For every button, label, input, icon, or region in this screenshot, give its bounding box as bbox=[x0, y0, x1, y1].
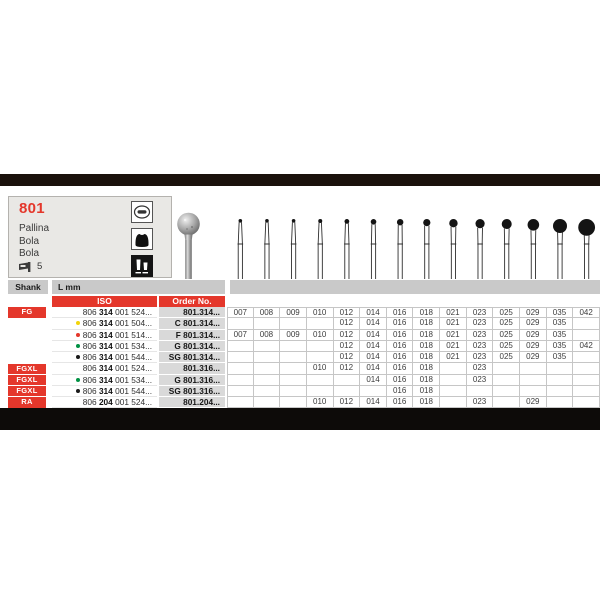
size-cell bbox=[440, 397, 467, 408]
iso-number-cell: 806 314 001 524... bbox=[52, 307, 157, 318]
size-cell bbox=[254, 352, 281, 363]
size-cell: 029 bbox=[520, 352, 547, 363]
iso-number-cell: 806 314 001 534... bbox=[52, 375, 157, 386]
catalog-table bbox=[0, 307, 600, 409]
size-cell: 025 bbox=[493, 330, 520, 341]
size-cell bbox=[254, 375, 281, 386]
size-cell: 010 bbox=[307, 397, 334, 408]
bur-ball-head bbox=[292, 219, 296, 223]
size-cell bbox=[227, 386, 254, 397]
size-cell: 035 bbox=[547, 307, 574, 318]
bur-illustration bbox=[578, 219, 595, 279]
size-cell bbox=[573, 363, 600, 374]
size-cell bbox=[547, 363, 574, 374]
size-cell bbox=[573, 318, 600, 329]
bur-ball-head bbox=[265, 219, 269, 223]
size-cell: 008 bbox=[254, 307, 281, 318]
bur-illustration bbox=[317, 219, 323, 279]
size-cell bbox=[280, 352, 307, 363]
order-no-cell: SG 801.316... bbox=[159, 386, 225, 397]
size-cell: 018 bbox=[413, 386, 440, 397]
size-cell bbox=[520, 375, 547, 386]
size-cell bbox=[547, 386, 574, 397]
size-cell: 007 bbox=[227, 307, 254, 318]
size-cell: 023 bbox=[467, 307, 494, 318]
bur-illustration bbox=[291, 219, 297, 279]
size-cell: 012 bbox=[334, 397, 361, 408]
size-cell bbox=[307, 386, 334, 397]
size-cell: 014 bbox=[360, 318, 387, 329]
size-columns-header-band bbox=[230, 280, 600, 294]
size-cell bbox=[573, 386, 600, 397]
size-cell bbox=[467, 386, 494, 397]
size-cell: 014 bbox=[360, 363, 387, 374]
size-cell bbox=[440, 386, 467, 397]
shank-badge: FGXL bbox=[8, 364, 46, 374]
bur-illustration bbox=[371, 219, 377, 279]
size-cell: 014 bbox=[360, 352, 387, 363]
bur-ball-head bbox=[397, 219, 403, 225]
bur-illustration bbox=[423, 219, 430, 279]
bur-ball-head bbox=[423, 219, 430, 226]
size-cell bbox=[573, 330, 600, 341]
bur-ball-head bbox=[475, 219, 484, 228]
iso-number-cell: 806 314 001 544... bbox=[52, 386, 157, 397]
size-cell: 016 bbox=[387, 363, 414, 374]
bur-shank bbox=[504, 229, 510, 280]
size-cell bbox=[493, 375, 520, 386]
product-name-it: Pallina bbox=[19, 223, 50, 234]
size-cell: 016 bbox=[387, 375, 414, 386]
iso-number-cell: 806 314 001 534... bbox=[52, 341, 157, 352]
size-cell bbox=[493, 363, 520, 374]
bur-illustrations bbox=[0, 211, 600, 280]
size-cell: 025 bbox=[493, 352, 520, 363]
size-cell: 023 bbox=[467, 352, 494, 363]
size-cell bbox=[280, 363, 307, 374]
bur-illustration bbox=[344, 219, 350, 279]
size-cell bbox=[573, 352, 600, 363]
size-cell: 012 bbox=[334, 341, 361, 352]
size-cell: 042 bbox=[573, 307, 600, 318]
size-cell bbox=[440, 375, 467, 386]
size-cell: 025 bbox=[493, 341, 520, 352]
bur-shank bbox=[291, 222, 297, 279]
size-cell: 016 bbox=[387, 330, 414, 341]
grit-dot-yellow bbox=[76, 321, 80, 325]
bur-illustration bbox=[449, 219, 457, 279]
bur-illustration bbox=[475, 219, 484, 279]
size-cell bbox=[227, 352, 254, 363]
size-cell bbox=[547, 375, 574, 386]
size-cell: 012 bbox=[334, 307, 361, 318]
product-name-es: Bola bbox=[19, 235, 40, 247]
order-no-cell: G 801.314... bbox=[159, 341, 225, 352]
size-cell: 021 bbox=[440, 352, 467, 363]
shank-badge: FGXL bbox=[8, 375, 46, 385]
bur-shank bbox=[477, 228, 483, 279]
size-cell: 014 bbox=[360, 375, 387, 386]
size-cell: 016 bbox=[387, 341, 414, 352]
top-divider-bar bbox=[0, 174, 600, 186]
bur-ball-head bbox=[449, 219, 457, 227]
length-column-header: L mm bbox=[52, 280, 225, 294]
size-cell bbox=[360, 386, 387, 397]
size-cell: 016 bbox=[387, 318, 414, 329]
order-no-cell: SG 801.314... bbox=[159, 352, 225, 363]
size-cell: 010 bbox=[307, 330, 334, 341]
iso-number-cell: 806 204 001 524... bbox=[52, 397, 157, 408]
size-cell: 023 bbox=[467, 330, 494, 341]
size-cell bbox=[493, 386, 520, 397]
size-cell bbox=[334, 375, 361, 386]
size-cell: 018 bbox=[413, 363, 440, 374]
size-cell bbox=[520, 363, 547, 374]
size-cell bbox=[493, 397, 520, 408]
size-cell: 016 bbox=[387, 352, 414, 363]
bur-shank bbox=[424, 226, 430, 279]
bur-shank bbox=[557, 233, 563, 280]
bur-ball-head bbox=[318, 219, 322, 223]
size-cell: 021 bbox=[440, 307, 467, 318]
grit-dot-black bbox=[76, 389, 80, 393]
shank-badge: RA bbox=[8, 397, 46, 407]
grit-dot-black bbox=[76, 355, 80, 359]
shank-column-header: Shank bbox=[8, 280, 48, 294]
size-cell: 018 bbox=[413, 307, 440, 318]
grit-dot-green bbox=[76, 378, 80, 382]
size-cell bbox=[227, 318, 254, 329]
size-cell: 023 bbox=[467, 341, 494, 352]
size-cell bbox=[254, 341, 281, 352]
size-cell: 009 bbox=[280, 307, 307, 318]
size-cell bbox=[280, 341, 307, 352]
size-cell: 025 bbox=[493, 307, 520, 318]
bur-illustration bbox=[264, 219, 270, 279]
bur-ball-head bbox=[553, 219, 567, 233]
size-cell: 009 bbox=[280, 330, 307, 341]
size-cell: 023 bbox=[467, 397, 494, 408]
iso-column-header: ISO bbox=[52, 296, 157, 307]
bur-illustration bbox=[553, 219, 567, 279]
size-cell bbox=[254, 397, 281, 408]
bur-shank bbox=[451, 227, 457, 279]
size-cell: 029 bbox=[520, 307, 547, 318]
size-cell bbox=[520, 386, 547, 397]
grit-dot-green bbox=[76, 344, 80, 348]
size-cell: 012 bbox=[334, 363, 361, 374]
size-cell: 012 bbox=[334, 330, 361, 341]
size-cell bbox=[440, 363, 467, 374]
size-cell: 023 bbox=[467, 318, 494, 329]
order-no-cell: G 801.316... bbox=[159, 375, 225, 386]
bur-ball-head bbox=[239, 219, 243, 223]
bur-shank bbox=[317, 223, 323, 280]
size-cell: 014 bbox=[360, 397, 387, 408]
grit-dot-red bbox=[76, 333, 80, 337]
size-cell: 016 bbox=[387, 397, 414, 408]
size-cell: 023 bbox=[467, 363, 494, 374]
bur-shank bbox=[344, 223, 350, 279]
size-cell: 021 bbox=[440, 318, 467, 329]
size-cell: 012 bbox=[334, 318, 361, 329]
bur-ball-head bbox=[528, 219, 540, 231]
size-cell: 008 bbox=[254, 330, 281, 341]
size-cell bbox=[227, 363, 254, 374]
bur-shank bbox=[371, 224, 377, 279]
size-cell: 016 bbox=[387, 307, 414, 318]
bottom-divider-bar bbox=[0, 408, 600, 430]
bur-illustration bbox=[528, 219, 540, 279]
iso-number-cell: 806 314 001 504... bbox=[52, 318, 157, 329]
size-cell bbox=[227, 341, 254, 352]
size-cell: 035 bbox=[547, 341, 574, 352]
bur-ball-head bbox=[371, 219, 377, 225]
iso-number-cell: 806 314 001 514... bbox=[52, 330, 157, 341]
size-cell bbox=[280, 386, 307, 397]
size-cell: 035 bbox=[547, 352, 574, 363]
size-cell bbox=[307, 341, 334, 352]
bur-shank bbox=[238, 222, 244, 279]
iso-number-cell: 806 314 001 544... bbox=[52, 352, 157, 363]
size-cell: 010 bbox=[307, 363, 334, 374]
size-cell bbox=[307, 352, 334, 363]
size-cell: 018 bbox=[413, 375, 440, 386]
shank-badge: FG bbox=[8, 307, 46, 317]
product-name-pt: Bola bbox=[19, 248, 40, 259]
size-cell: 021 bbox=[440, 341, 467, 352]
order-no-cell: 801.204... bbox=[159, 397, 225, 408]
size-cell bbox=[573, 375, 600, 386]
bur-ball-head bbox=[502, 219, 512, 229]
size-cell: 029 bbox=[520, 397, 547, 408]
size-cell: 007 bbox=[227, 330, 254, 341]
size-cell: 010 bbox=[307, 307, 334, 318]
order-no-cell: C 801.314... bbox=[159, 318, 225, 329]
size-cell bbox=[280, 397, 307, 408]
size-cell: 018 bbox=[413, 318, 440, 329]
order-no-cell: F 801.314... bbox=[159, 330, 225, 341]
bur-illustration bbox=[238, 219, 244, 279]
shank-badge: FGXL bbox=[8, 386, 46, 396]
size-cell bbox=[573, 397, 600, 408]
size-cell bbox=[254, 318, 281, 329]
size-cell: 035 bbox=[547, 330, 574, 341]
size-cell bbox=[334, 386, 361, 397]
size-cell: 016 bbox=[387, 386, 414, 397]
size-cell: 018 bbox=[413, 352, 440, 363]
size-cell: 014 bbox=[360, 330, 387, 341]
bur-shank bbox=[397, 225, 403, 279]
bur-shank bbox=[584, 235, 590, 279]
size-cell: 023 bbox=[467, 375, 494, 386]
size-cell bbox=[227, 375, 254, 386]
size-cell bbox=[227, 397, 254, 408]
size-cell: 018 bbox=[413, 341, 440, 352]
size-cell bbox=[307, 375, 334, 386]
bur-ball-head bbox=[578, 219, 595, 236]
order-no-cell: 801.314... bbox=[159, 307, 225, 318]
size-cell bbox=[280, 318, 307, 329]
size-cell bbox=[307, 318, 334, 329]
size-cell: 029 bbox=[520, 341, 547, 352]
size-cell: 042 bbox=[573, 341, 600, 352]
order-no-column-header: Order No. bbox=[159, 296, 225, 307]
size-cell: 018 bbox=[413, 330, 440, 341]
size-cell: 035 bbox=[547, 318, 574, 329]
bur-illustration bbox=[502, 219, 512, 279]
product-number: 801 bbox=[19, 200, 45, 217]
size-cell: 029 bbox=[520, 318, 547, 329]
size-cell bbox=[547, 397, 574, 408]
bur-ball-head bbox=[344, 219, 349, 224]
iso-number-cell: 806 314 001 524... bbox=[52, 363, 157, 374]
size-cell: 025 bbox=[493, 318, 520, 329]
size-cell: 014 bbox=[360, 307, 387, 318]
size-cell: 021 bbox=[440, 330, 467, 341]
size-cell: 018 bbox=[413, 397, 440, 408]
size-cell bbox=[254, 386, 281, 397]
order-no-cell: 801.316... bbox=[159, 363, 225, 374]
size-cell: 029 bbox=[520, 330, 547, 341]
size-cell: 014 bbox=[360, 341, 387, 352]
bur-shank bbox=[264, 222, 270, 279]
bur-illustration bbox=[397, 219, 403, 279]
size-cell: 012 bbox=[334, 352, 361, 363]
size-cell bbox=[254, 363, 281, 374]
bur-shank bbox=[531, 230, 537, 279]
size-cell bbox=[280, 375, 307, 386]
pack-quantity: 5 bbox=[37, 261, 43, 272]
